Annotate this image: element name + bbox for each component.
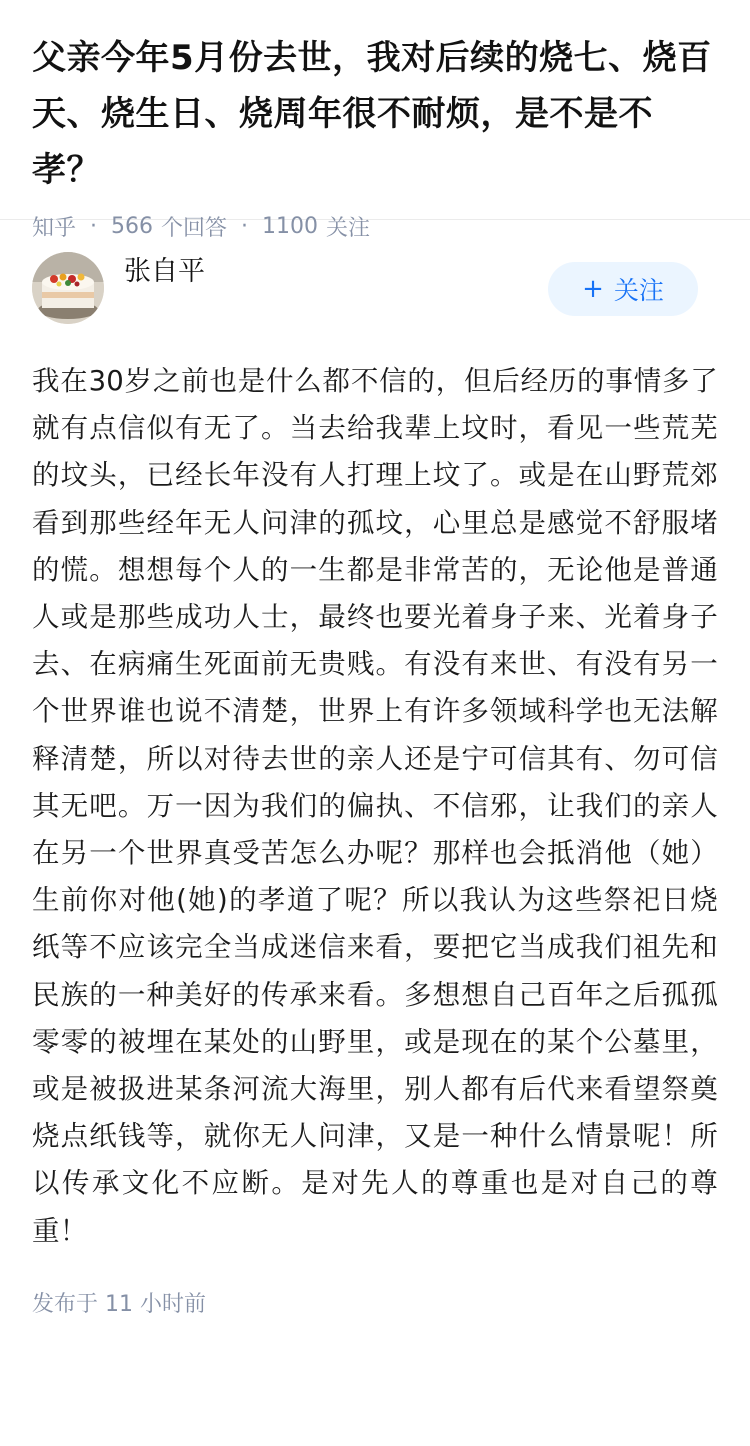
follower-count-label[interactable]: 关注 bbox=[326, 215, 371, 241]
author-name[interactable]: 张自平 bbox=[124, 256, 205, 287]
follower-count: 1100 bbox=[262, 213, 319, 239]
answer-card bbox=[0, 220, 750, 1325]
separator-dot: · bbox=[241, 213, 249, 239]
answer-count: 566 bbox=[111, 213, 154, 239]
question-header bbox=[0, 0, 750, 241]
answer-count-label[interactable]: 个回答 bbox=[161, 215, 228, 241]
source-label[interactable]: 知乎 bbox=[32, 215, 77, 241]
follow-button[interactable] bbox=[548, 262, 698, 316]
follow-label: 关注 bbox=[613, 276, 664, 305]
plus-icon: + bbox=[582, 274, 604, 304]
answer-footer bbox=[32, 1285, 718, 1325]
published-label: 发布于 bbox=[32, 1291, 99, 1317]
published-time: 11 小时前 bbox=[105, 1291, 207, 1317]
cake-avatar-icon bbox=[32, 252, 104, 324]
question-title[interactable]: 父亲今年5月份去世，我对后续的烧七、烧百天、烧生日、烧周年很不耐烦，是不是不孝？ bbox=[32, 38, 712, 190]
separator-dot: · bbox=[90, 213, 98, 239]
avatar[interactable] bbox=[32, 252, 104, 324]
answer-body: 我在30岁之前也是什么都不信的，但后经历的事情多了就有点信似有无了。当去给我辈上坟时，看见一些荒芜的坟头，已经长年没有人打理上坟了。或是在山野荒郊看到那些经年无人问津的孤坟，心里总是感觉不舒服堵的慌。想想每个人的一生都是非常苦的，无论他是普通人或是那些成功人士，最终也要光着身子来、光着身子去、在病痛生死面前无贵贱。有没有来世、有没有另一个世界谁也说不清楚，世界上有许多领域科学也无法解释清楚，所以对待去世的亲人还是宁可信其有、勿可信其无吧。万一因为我们的偏执、不信邪，让我们的亲人在另一个世界真受苦怎么办呢？那样也会抵消他（她）生前你对他(她)的孝道了呢？所以我认为这些祭祀日烧纸等不应该完全当成迷信来看，要把它当成我们祖先和民族的一种美好的传承来看。多想想自己百年之后孤孤零零的被埋在某处的山野里，或是现在的某个公墓里，或是被扱进某条河流大海里，别人都有后代来看望祭奠烧点纸钱等，就你无人问津，又是一种什么情景呢！所以传承文化不应断。是对先人的尊重也是对自己的尊重！ bbox=[32, 365, 718, 1247]
author-row bbox=[32, 250, 718, 330]
